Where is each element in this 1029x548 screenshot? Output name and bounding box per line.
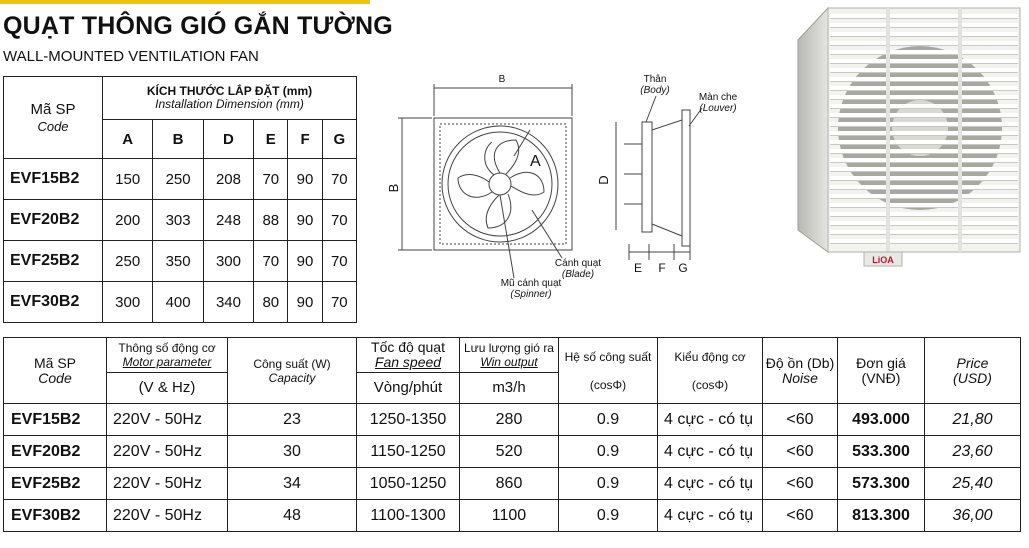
dimension-cell: 70 [254, 241, 288, 282]
label-f: F [658, 261, 666, 275]
dimension-cell: 340 [203, 282, 253, 323]
dimension-cell: 300 [103, 282, 153, 323]
speed-header [357, 338, 460, 373]
motor-type-cell: 4 cực - có tụ [658, 436, 763, 468]
table-row [4, 159, 357, 200]
side-body-outline [652, 120, 682, 236]
dimension-cell: 70 [254, 159, 288, 200]
price-vnd-cell: 533.300 [838, 436, 925, 468]
power-factor-header [559, 338, 658, 404]
dimension-cell: 90 [288, 200, 322, 241]
column-header-g: G [322, 120, 356, 159]
speed-en: Fan speed [374, 354, 442, 370]
noise-vi: Độ ồn (Db) [765, 354, 835, 371]
model-cell: EVF30B2 [4, 282, 103, 323]
dimension-cell: 248 [203, 200, 253, 241]
table-row [4, 500, 1021, 532]
model-cell: EVF15B2 [4, 404, 107, 436]
table-row [4, 468, 1021, 500]
motor-type-cell: 4 cực - có tụ [658, 468, 763, 500]
blade [486, 194, 511, 228]
dimension-table [3, 76, 357, 323]
label-spinner-vi: Mũ cánh quạt [500, 278, 562, 289]
power-factor-unit: (cosΦ) [589, 377, 627, 392]
motor-cell: 220V - 50Hz [107, 436, 228, 468]
speed-cell: 1050-1250 [357, 468, 460, 500]
label-e: E [633, 261, 643, 275]
label-louver-en: (Louver) [699, 103, 737, 114]
noise-en: Noise [782, 369, 818, 386]
capacity-cell: 23 [228, 404, 357, 436]
spec-table [3, 337, 1021, 532]
motor-param-vi: Thông số động cơ [118, 341, 216, 355]
model-cell: EVF25B2 [4, 468, 107, 500]
label-b-left: B [386, 183, 401, 193]
dimension-diagram [384, 70, 764, 310]
power-factor-vi: Hệ số công suất [564, 349, 652, 364]
dimension-cell: 90 [288, 282, 322, 323]
power-factor-cell: 0.9 [559, 468, 658, 500]
leader-line [514, 130, 530, 156]
price-vnd-header [838, 338, 925, 404]
price-vnd-cell: 573.300 [838, 468, 925, 500]
spec-code-header [4, 338, 107, 404]
spec-code-vi: Mã SP [33, 354, 76, 371]
column-header-d: D [203, 120, 253, 159]
dimension-cell: 90 [288, 159, 322, 200]
model-cell: EVF30B2 [4, 500, 107, 532]
dimension-header-en: Installation Dimension (mm) [155, 97, 304, 111]
noise-header [763, 338, 838, 404]
price-usd-header [925, 338, 1021, 404]
column-header-b: B [153, 120, 203, 159]
side-louver [682, 110, 690, 246]
output-header [460, 338, 559, 373]
label-louver-vi: Màn che [698, 92, 738, 103]
price-usd-cell: 21,80 [925, 404, 1021, 436]
label-body-vi: Thân [643, 74, 667, 85]
power-factor-cell: 0.9 [559, 404, 658, 436]
blade [458, 175, 492, 198]
front-view-frame [434, 118, 572, 250]
output-en: Win output [480, 355, 538, 369]
dimension-cell: 70 [322, 282, 356, 323]
capacity-header [228, 338, 357, 404]
brand-logo: LiOA [872, 255, 894, 265]
motor-type-header [658, 338, 763, 404]
dimension-cell: 70 [322, 241, 356, 282]
page-title: QUẠT THÔNG GIÓ GẮN TƯỜNG [3, 12, 393, 40]
price-vnd-cell: 493.000 [838, 404, 925, 436]
table-row [4, 241, 357, 282]
dimension-cell: 88 [254, 200, 288, 241]
label-body-en: (Body) [640, 85, 670, 96]
motor-unit-header: (V & Hz) [107, 373, 228, 404]
dimension-cell: 200 [103, 200, 153, 241]
output-cell: 280 [460, 404, 559, 436]
code-header-en: Code [37, 118, 69, 134]
price-usd-unit: (USD) [953, 369, 992, 386]
column-header-a: A [103, 120, 153, 159]
price-vnd-cell: 813.300 [838, 500, 925, 532]
dimension-cell: 208 [203, 159, 253, 200]
table-row [4, 404, 1021, 436]
accent-bar [0, 0, 370, 4]
dimension-header-vi: KÍCH THƯỚC LẮP ĐẶT (mm) [146, 84, 313, 98]
noise-cell: <60 [763, 468, 838, 500]
price-vnd-label: Đơn giá [856, 354, 906, 371]
label-spinner-en: (Spinner) [510, 289, 552, 300]
price-usd-label: Price [956, 354, 989, 371]
output-cell: 860 [460, 468, 559, 500]
speed-cell: 1100-1300 [357, 500, 460, 532]
model-cell: EVF15B2 [4, 159, 103, 200]
capacity-cell: 48 [228, 500, 357, 532]
motor-cell: 220V - 50Hz [107, 500, 228, 532]
label-g: G [678, 261, 688, 275]
model-cell: EVF25B2 [4, 241, 103, 282]
blade [485, 142, 494, 175]
dimension-cell: 303 [153, 200, 203, 241]
motor-cell: 220V - 50Hz [107, 404, 228, 436]
label-b-top: B [498, 74, 506, 85]
spinner-circle [489, 173, 511, 195]
motor-type-cell: 4 cực - có tụ [658, 500, 763, 532]
price-usd-cell: 36,00 [925, 500, 1021, 532]
model-cell: EVF20B2 [4, 436, 107, 468]
leader-line [646, 96, 656, 122]
label-a: A [530, 153, 541, 170]
blade [494, 140, 518, 174]
dimension-cell: 150 [103, 159, 153, 200]
label-blade-vi: Cánh quạt [554, 258, 602, 269]
capacity-cell: 34 [228, 468, 357, 500]
table-row [4, 436, 1021, 468]
price-usd-cell: 23,60 [925, 436, 1021, 468]
output-cell: 520 [460, 436, 559, 468]
dimension-cell: 400 [153, 282, 203, 323]
output-cell: 1100 [460, 500, 559, 532]
table-row [4, 200, 357, 241]
dimension-cell: 80 [254, 282, 288, 323]
motor-type-vi: Kiểu động cơ [674, 349, 746, 364]
spec-code-en: Code [38, 369, 72, 386]
fan-side-panel [798, 8, 828, 252]
column-header-e: E [254, 120, 288, 159]
price-vnd-unit: (VNĐ) [861, 369, 901, 386]
price-usd-cell: 25,40 [925, 468, 1021, 500]
page-subtitle: WALL-MOUNTED VENTILATION FAN [3, 48, 259, 65]
fan-product-image [770, 0, 1026, 300]
motor-param-en: Motor parameter [122, 355, 212, 369]
label-d: D [596, 175, 611, 185]
power-factor-cell: 0.9 [559, 500, 658, 532]
column-header-f: F [288, 120, 322, 159]
noise-cell: <60 [763, 500, 838, 532]
side-body [642, 122, 652, 232]
dimension-cell: 350 [153, 241, 203, 282]
capacity-cell: 30 [228, 436, 357, 468]
dimension-cell: 70 [322, 200, 356, 241]
code-header [4, 77, 103, 159]
blade [510, 172, 544, 195]
dimension-cell: 90 [288, 241, 322, 282]
code-header-vi: Mã SP [30, 100, 76, 118]
power-factor-cell: 0.9 [559, 436, 658, 468]
capacity-en: Capacity [268, 370, 316, 385]
output-vi: Lưu lượng gió ra [464, 341, 554, 355]
dimension-cell: 300 [203, 241, 253, 282]
output-unit-header: m3/h [460, 373, 559, 404]
dimension-cell: 250 [103, 241, 153, 282]
speed-unit-header: Vòng/phút [357, 373, 460, 404]
model-cell: EVF20B2 [4, 200, 103, 241]
noise-cell: <60 [763, 404, 838, 436]
motor-type-cell: 4 cực - có tụ [658, 404, 763, 436]
motor-param-header [107, 338, 228, 373]
speed-cell: 1250-1350 [357, 404, 460, 436]
speed-cell: 1150-1250 [357, 436, 460, 468]
motor-type-unit: (cosΦ) [691, 377, 729, 392]
leader-line [500, 195, 514, 278]
speed-vi: Tốc độ quạt [371, 339, 445, 355]
fan-ring-inner [448, 132, 552, 236]
capacity-vi: Công suất (W) [253, 356, 331, 371]
label-blade-en: (Blade) [561, 269, 595, 280]
motor-cell: 220V - 50Hz [107, 468, 228, 500]
dimension-group-header [103, 77, 357, 120]
table-row [4, 282, 357, 323]
noise-cell: <60 [763, 436, 838, 468]
dimension-cell: 70 [322, 159, 356, 200]
dimension-cell: 250 [153, 159, 203, 200]
